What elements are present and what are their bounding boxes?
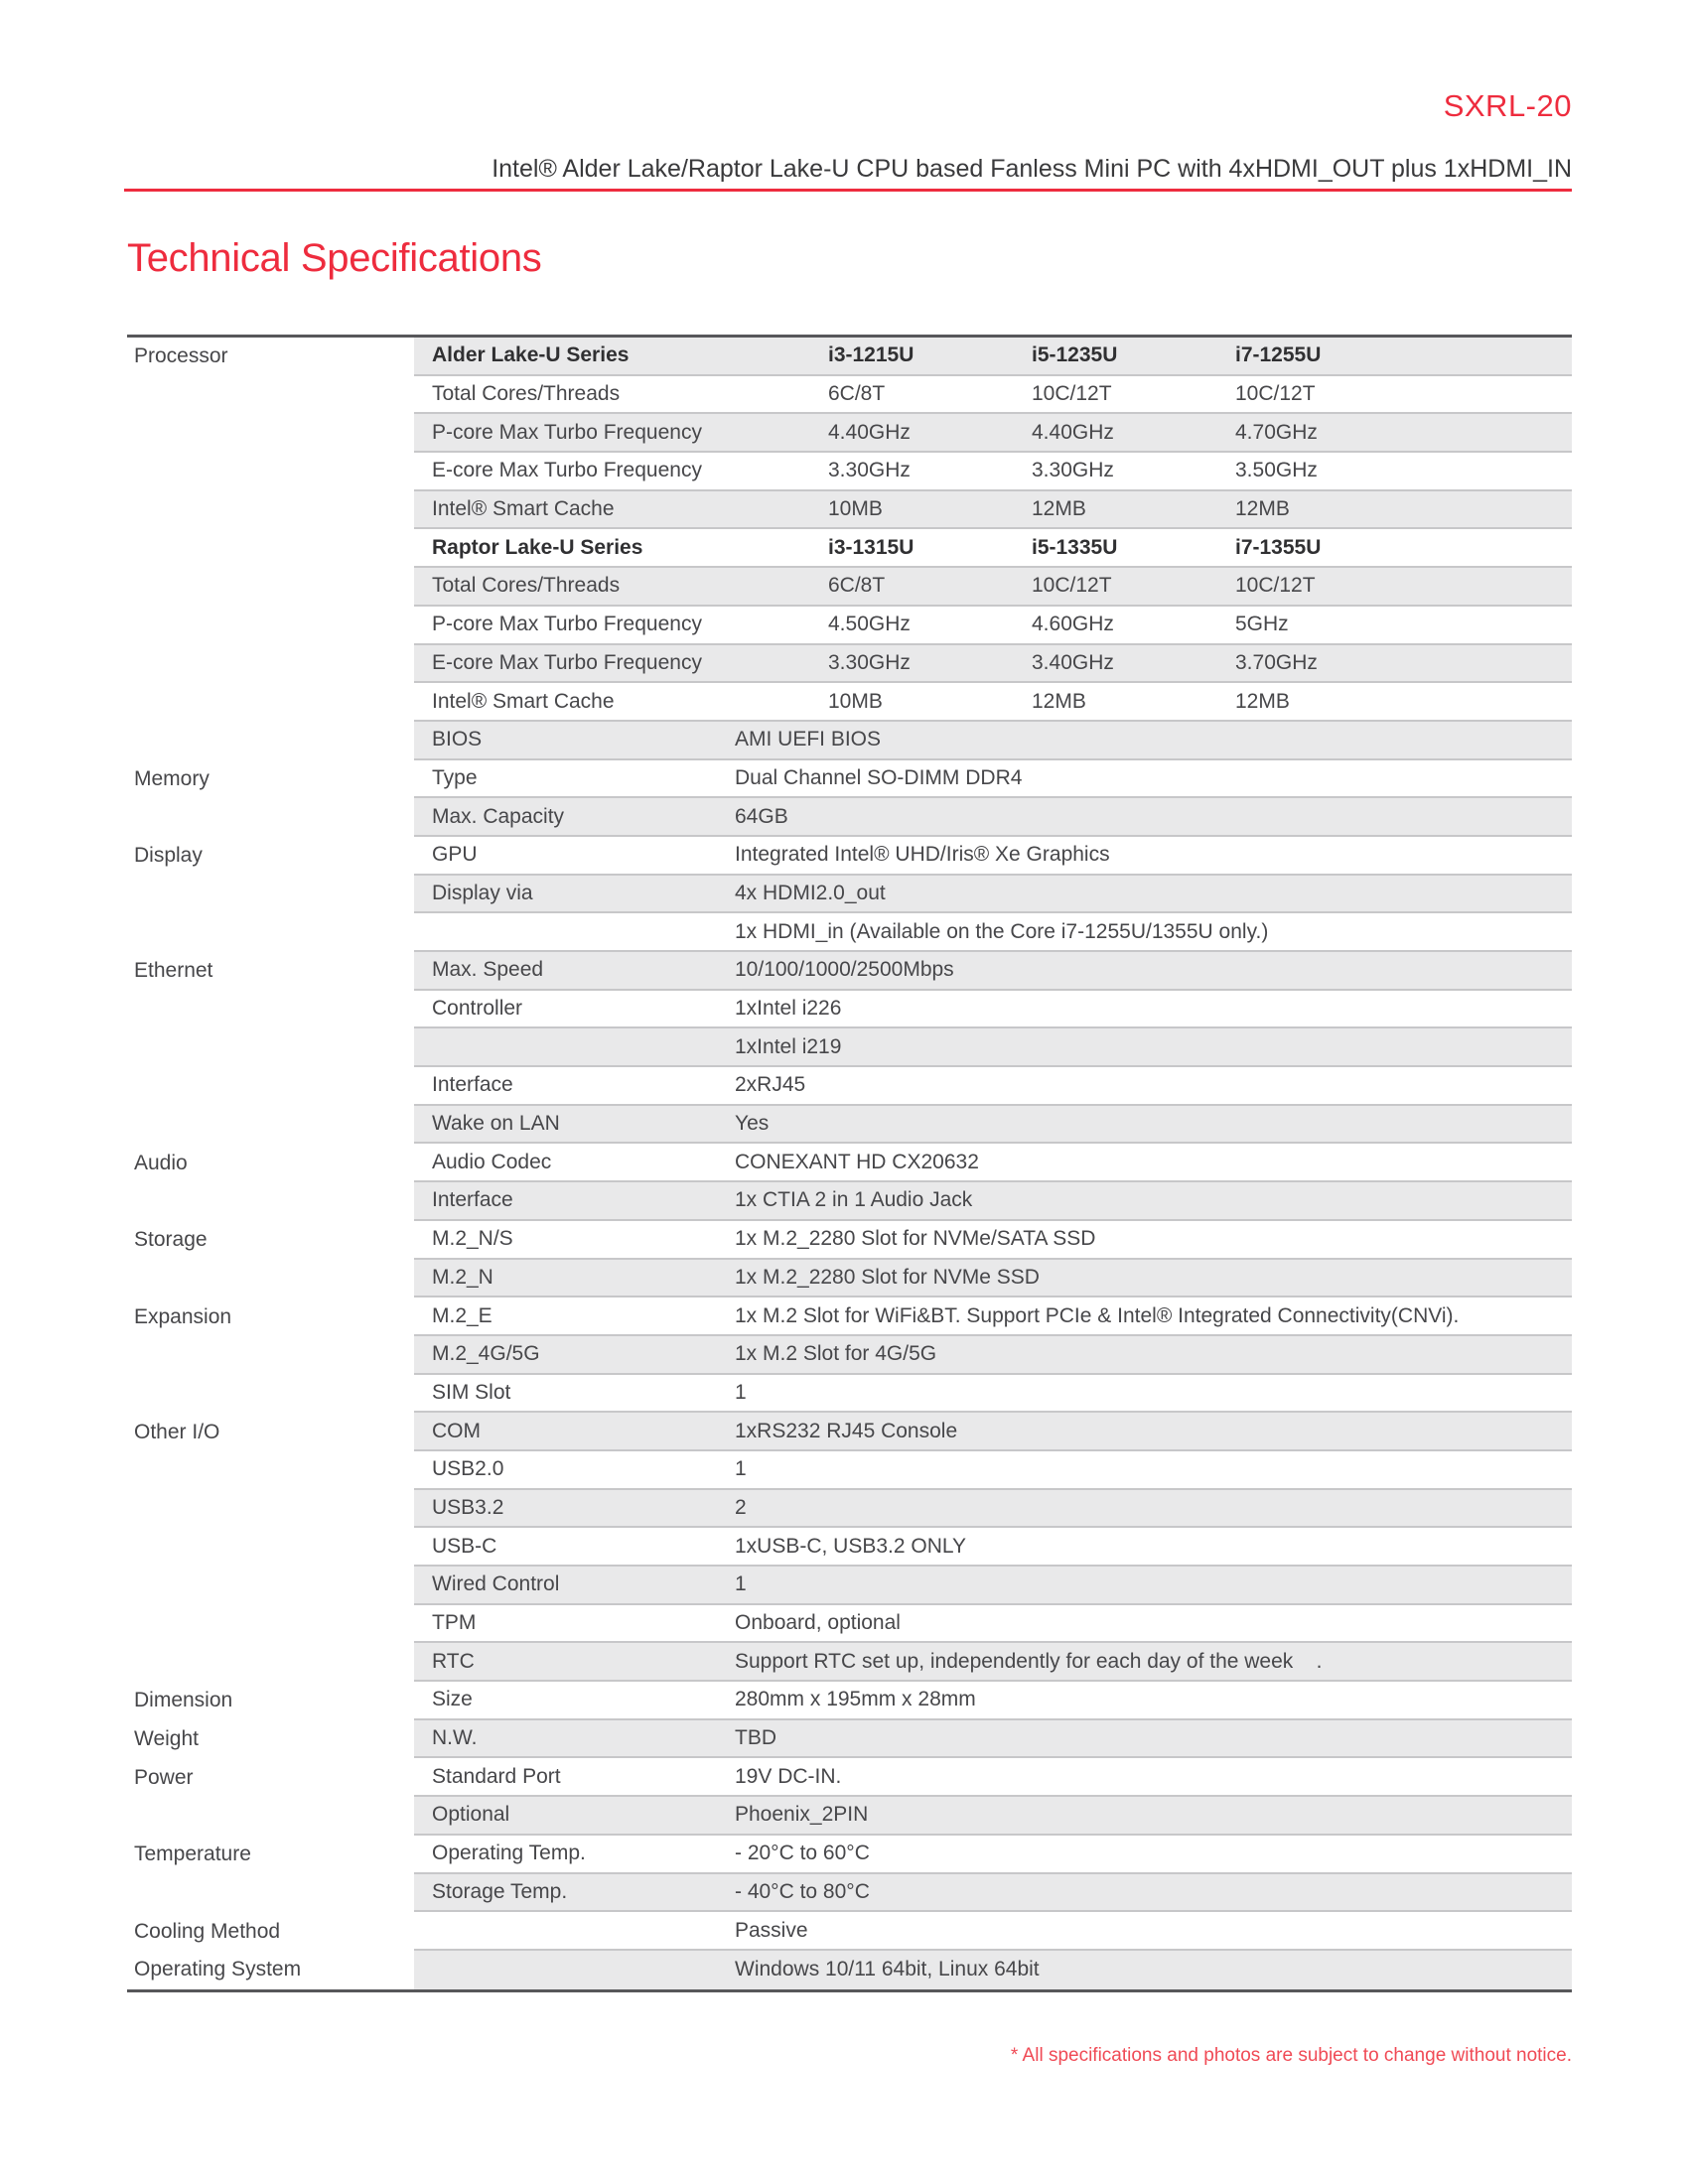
value-cell: 64GB xyxy=(735,804,788,828)
category-label xyxy=(127,1182,414,1221)
category-label xyxy=(127,645,414,684)
category-label: Expansion xyxy=(127,1297,414,1336)
value-cell: 12MB xyxy=(1032,497,1086,521)
table-row xyxy=(127,1297,1572,1336)
attr-cell: Total Cores/Threads xyxy=(432,382,621,406)
table-row xyxy=(127,645,1572,684)
attr-cell: N.W. xyxy=(432,1726,478,1750)
attr-cell: Intel® Smart Cache xyxy=(432,497,615,521)
table-row xyxy=(127,1413,1572,1451)
spec-cells xyxy=(414,414,1572,453)
category-label xyxy=(127,913,414,952)
category-label xyxy=(127,1375,414,1414)
spec-cells xyxy=(414,1336,1572,1375)
category-label: Weight xyxy=(127,1720,414,1759)
value-cell: Onboard, optional xyxy=(735,1611,901,1635)
table-row xyxy=(127,1106,1572,1145)
category-label: Operating System xyxy=(127,1951,414,1989)
attr-cell: Interface xyxy=(432,1188,513,1212)
value-cell: Dual Channel SO-DIMM DDR4 xyxy=(735,765,1023,789)
value-cell: Windows 10/11 64bit, Linux 64bit xyxy=(735,1958,1040,1981)
spec-cells xyxy=(414,1836,1572,1874)
category-label: Dimension xyxy=(127,1682,414,1720)
value-cell: CONEXANT HD CX20632 xyxy=(735,1150,979,1173)
value-cell: 280mm x 195mm x 28mm xyxy=(735,1688,976,1711)
attr-cell: M.2_N/S xyxy=(432,1227,513,1251)
spec-cells xyxy=(414,722,1572,760)
spec-cells xyxy=(414,1720,1572,1759)
value-cell: 4x HDMI2.0_out xyxy=(735,881,886,904)
value-cell: 10MB xyxy=(828,689,883,713)
spec-cells xyxy=(414,1375,1572,1414)
table-row xyxy=(127,913,1572,952)
category-label xyxy=(127,876,414,914)
category-label xyxy=(127,414,414,453)
spec-cells xyxy=(414,913,1572,952)
table-row xyxy=(127,568,1572,607)
table-row xyxy=(127,1605,1572,1644)
attr-cell: Wired Control xyxy=(432,1572,560,1596)
attr-cell: Storage Temp. xyxy=(432,1879,568,1903)
table-row xyxy=(127,1182,1572,1221)
table-row xyxy=(127,798,1572,837)
table-row xyxy=(127,414,1572,453)
spec-cells xyxy=(414,1413,1572,1451)
attr-cell: Total Cores/Threads xyxy=(432,574,621,598)
spec-cells xyxy=(414,1490,1572,1529)
table-row xyxy=(127,1720,1572,1759)
value-cell: 4.40GHz xyxy=(828,420,911,444)
value-cell: i3-1215U xyxy=(828,343,914,367)
value-cell: 10C/12T xyxy=(1032,574,1112,598)
value-cell: 10C/12T xyxy=(1235,382,1316,406)
attr-cell: M.2_N xyxy=(432,1265,493,1289)
attr-cell: Optional xyxy=(432,1803,510,1827)
value-cell: 6C/8T xyxy=(828,382,886,406)
category-label xyxy=(127,1067,414,1106)
category-label: Processor xyxy=(127,338,414,376)
table-row xyxy=(127,683,1572,722)
table-row xyxy=(127,876,1572,914)
table-row xyxy=(127,1758,1572,1797)
spec-cells xyxy=(414,453,1572,491)
value-cell: TBD xyxy=(735,1726,776,1750)
attr-cell: Alder Lake-U Series xyxy=(432,343,630,367)
category-label xyxy=(127,607,414,645)
spec-cells xyxy=(414,952,1572,991)
value-cell: 1 xyxy=(735,1457,747,1481)
value-cell: 2 xyxy=(735,1495,747,1519)
value-cell: 10C/12T xyxy=(1032,382,1112,406)
header-rule xyxy=(124,189,1572,192)
value-cell: 4.70GHz xyxy=(1235,420,1318,444)
spec-cells xyxy=(414,683,1572,722)
spec-cells xyxy=(414,876,1572,914)
value-cell: 1x M.2 Slot for WiFi&BT. Support PCIe & Intel® Integrated Connectivity(CNVi). xyxy=(735,1303,1460,1327)
category-label: Cooling Method xyxy=(127,1912,414,1951)
spec-cells xyxy=(414,491,1572,530)
table-row xyxy=(127,1490,1572,1529)
value-cell: 1xIntel i226 xyxy=(735,997,842,1021)
spec-cells xyxy=(414,1106,1572,1145)
spec-cells xyxy=(414,1758,1572,1797)
category-label xyxy=(127,1490,414,1529)
category-label xyxy=(127,1605,414,1644)
value-cell: 19V DC-IN. xyxy=(735,1764,842,1788)
table-row xyxy=(127,338,1572,376)
spec-cells xyxy=(414,1451,1572,1490)
attr-cell: Intel® Smart Cache xyxy=(432,689,615,713)
spec-cells xyxy=(414,645,1572,684)
spec-cells xyxy=(414,1144,1572,1182)
attr-cell: TPM xyxy=(432,1611,477,1635)
table-row xyxy=(127,1451,1572,1490)
value-cell: 3.30GHz xyxy=(1032,459,1114,482)
category-label xyxy=(127,1643,414,1682)
table-row xyxy=(127,1144,1572,1182)
attr-cell: SIM Slot xyxy=(432,1380,511,1404)
table-row xyxy=(127,1336,1572,1375)
value-cell: 1xUSB-C, USB3.2 ONLY xyxy=(735,1534,967,1558)
attr-cell: M.2_E xyxy=(432,1303,492,1327)
category-label xyxy=(127,376,414,415)
value-cell: 1x M.2_2280 Slot for NVMe SSD xyxy=(735,1265,1040,1289)
category-label xyxy=(127,491,414,530)
spec-cells xyxy=(414,1951,1572,1989)
value-cell: Support RTC set up, independently for each day of the week . xyxy=(735,1649,1323,1673)
spec-cells xyxy=(414,1297,1572,1336)
spec-cells xyxy=(414,1221,1572,1260)
spec-cells xyxy=(414,1682,1572,1720)
value-cell: 1x CTIA 2 in 1 Audio Jack xyxy=(735,1188,973,1212)
spec-cells xyxy=(414,1797,1572,1836)
category-label xyxy=(127,798,414,837)
table-row xyxy=(127,991,1572,1029)
table-row xyxy=(127,1874,1572,1913)
table-row xyxy=(127,760,1572,799)
category-label xyxy=(127,683,414,722)
value-cell: 1x HDMI_in (Available on the Core i7-1255U/1355U only.) xyxy=(735,919,1269,943)
table-row xyxy=(127,1028,1572,1067)
spec-cells xyxy=(414,338,1572,376)
category-label: Audio xyxy=(127,1144,414,1182)
table-row xyxy=(127,491,1572,530)
value-cell: i3-1315U xyxy=(828,535,914,559)
spec-cells xyxy=(414,607,1572,645)
attr-cell: Controller xyxy=(432,997,523,1021)
value-cell: 4.50GHz xyxy=(828,613,911,636)
table-row xyxy=(127,952,1572,991)
attr-cell: Max. Capacity xyxy=(432,804,565,828)
spec-cells xyxy=(414,1605,1572,1644)
category-label: Ethernet xyxy=(127,952,414,991)
value-cell: 3.70GHz xyxy=(1235,650,1318,674)
value-cell: 10/100/1000/2500Mbps xyxy=(735,958,954,982)
spec-cells xyxy=(414,1028,1572,1067)
category-label xyxy=(127,568,414,607)
table-row xyxy=(127,1067,1572,1106)
spec-cells xyxy=(414,1182,1572,1221)
attr-cell: E-core Max Turbo Frequency xyxy=(432,650,702,674)
attr-cell: RTC xyxy=(432,1649,475,1673)
attr-cell: P-core Max Turbo Frequency xyxy=(432,420,702,444)
value-cell: Passive xyxy=(735,1918,808,1942)
value-cell: 3.30GHz xyxy=(828,650,911,674)
spec-cells xyxy=(414,1528,1572,1567)
value-cell: - 20°C to 60°C xyxy=(735,1842,870,1865)
category-label xyxy=(127,1874,414,1913)
category-label xyxy=(127,1336,414,1375)
value-cell: 3.50GHz xyxy=(1235,459,1318,482)
value-cell: 1x M.2_2280 Slot for NVMe/SATA SSD xyxy=(735,1227,1096,1251)
category-label xyxy=(127,1106,414,1145)
value-cell: 1xIntel i219 xyxy=(735,1034,842,1058)
page-subtitle: Intel® Alder Lake/Raptor Lake-U CPU based Fanless Mini PC with 4xHDMI_OUT plus 1xHDMI_IN xyxy=(492,155,1572,183)
value-cell: Yes xyxy=(735,1112,770,1136)
attr-cell: M.2_4G/5G xyxy=(432,1342,540,1366)
table-row xyxy=(127,453,1572,491)
table-row xyxy=(127,1643,1572,1682)
attr-cell: USB-C xyxy=(432,1534,497,1558)
value-cell: 3.30GHz xyxy=(828,459,911,482)
table-row xyxy=(127,1528,1572,1567)
spec-cells xyxy=(414,1874,1572,1913)
value-cell: - 40°C to 80°C xyxy=(735,1879,870,1903)
spec-cells xyxy=(414,1260,1572,1298)
table-row xyxy=(127,722,1572,760)
attr-cell: Operating Temp. xyxy=(432,1842,586,1865)
table-row xyxy=(127,1836,1572,1874)
spec-cells xyxy=(414,1643,1572,1682)
attr-cell: USB3.2 xyxy=(432,1495,504,1519)
value-cell: 1xRS232 RJ45 Console xyxy=(735,1419,958,1442)
category-label xyxy=(127,1451,414,1490)
table-row xyxy=(127,1567,1572,1605)
value-cell: 1 xyxy=(735,1572,747,1596)
attr-cell: Wake on LAN xyxy=(432,1112,560,1136)
table-row xyxy=(127,529,1572,568)
attr-cell: BIOS xyxy=(432,728,483,751)
attr-cell: Audio Codec xyxy=(432,1150,552,1173)
category-label xyxy=(127,1260,414,1298)
category-label xyxy=(127,1797,414,1836)
table-row xyxy=(127,1912,1572,1951)
value-cell: i5-1335U xyxy=(1032,535,1118,559)
spec-cells xyxy=(414,1067,1572,1106)
value-cell: 12MB xyxy=(1235,689,1290,713)
attr-cell: Size xyxy=(432,1688,473,1711)
value-cell: 10C/12T xyxy=(1235,574,1316,598)
table-row xyxy=(127,376,1572,415)
table-row xyxy=(127,1375,1572,1414)
category-label xyxy=(127,722,414,760)
category-label xyxy=(127,1528,414,1567)
table-row xyxy=(127,1221,1572,1260)
category-label xyxy=(127,453,414,491)
value-cell: 4.60GHz xyxy=(1032,613,1114,636)
value-cell: Phoenix_2PIN xyxy=(735,1803,869,1827)
footnote: * All specifications and photos are subject to change without notice. xyxy=(1010,2045,1572,2066)
product-name: SXRL-20 xyxy=(1443,88,1572,123)
spec-cells xyxy=(414,529,1572,568)
spec-cells xyxy=(414,376,1572,415)
value-cell: 12MB xyxy=(1032,689,1086,713)
attr-cell: Raptor Lake-U Series xyxy=(432,535,643,559)
table-row xyxy=(127,1682,1572,1720)
table-row xyxy=(127,1951,1572,1989)
value-cell: 12MB xyxy=(1235,497,1290,521)
category-label xyxy=(127,529,414,568)
attr-cell: P-core Max Turbo Frequency xyxy=(432,613,702,636)
value-cell: 5GHz xyxy=(1235,613,1289,636)
table-row xyxy=(127,1260,1572,1298)
category-label: Temperature xyxy=(127,1836,414,1874)
value-cell: 1 xyxy=(735,1380,747,1404)
spec-cells xyxy=(414,760,1572,799)
value-cell: i7-1255U xyxy=(1235,343,1322,367)
table-row xyxy=(127,607,1572,645)
spec-cells xyxy=(414,568,1572,607)
table-row xyxy=(127,1797,1572,1836)
spec-table xyxy=(127,335,1572,1992)
attr-cell: Standard Port xyxy=(432,1764,561,1788)
category-label: Storage xyxy=(127,1221,414,1260)
attr-cell: Max. Speed xyxy=(432,958,544,982)
value-cell: 6C/8T xyxy=(828,574,886,598)
table-row xyxy=(127,837,1572,876)
value-cell: 2xRJ45 xyxy=(735,1073,806,1097)
attr-cell: Interface xyxy=(432,1073,513,1097)
value-cell: AMI UEFI BIOS xyxy=(735,728,882,751)
category-label xyxy=(127,991,414,1029)
attr-cell: GPU xyxy=(432,843,478,867)
attr-cell: USB2.0 xyxy=(432,1457,504,1481)
spec-cells xyxy=(414,798,1572,837)
attr-cell: E-core Max Turbo Frequency xyxy=(432,459,702,482)
attr-cell: Display via xyxy=(432,881,533,904)
attr-cell: Type xyxy=(432,765,478,789)
spec-cells xyxy=(414,1567,1572,1605)
value-cell: 4.40GHz xyxy=(1032,420,1114,444)
category-label: Power xyxy=(127,1758,414,1797)
value-cell: 3.40GHz xyxy=(1032,650,1114,674)
category-label: Memory xyxy=(127,760,414,799)
category-label xyxy=(127,1028,414,1067)
value-cell: i7-1355U xyxy=(1235,535,1322,559)
value-cell: 1x M.2 Slot for 4G/5G xyxy=(735,1342,937,1366)
category-label: Display xyxy=(127,837,414,876)
spec-cells xyxy=(414,837,1572,876)
section-title: Technical Specifications xyxy=(127,236,542,280)
value-cell: Integrated Intel® UHD/Iris® Xe Graphics xyxy=(735,843,1110,867)
category-label xyxy=(127,1567,414,1605)
spec-cells xyxy=(414,1912,1572,1951)
attr-cell: COM xyxy=(432,1419,481,1442)
value-cell: i5-1235U xyxy=(1032,343,1118,367)
category-label: Other I/O xyxy=(127,1413,414,1451)
spec-cells xyxy=(414,991,1572,1029)
value-cell: 10MB xyxy=(828,497,883,521)
